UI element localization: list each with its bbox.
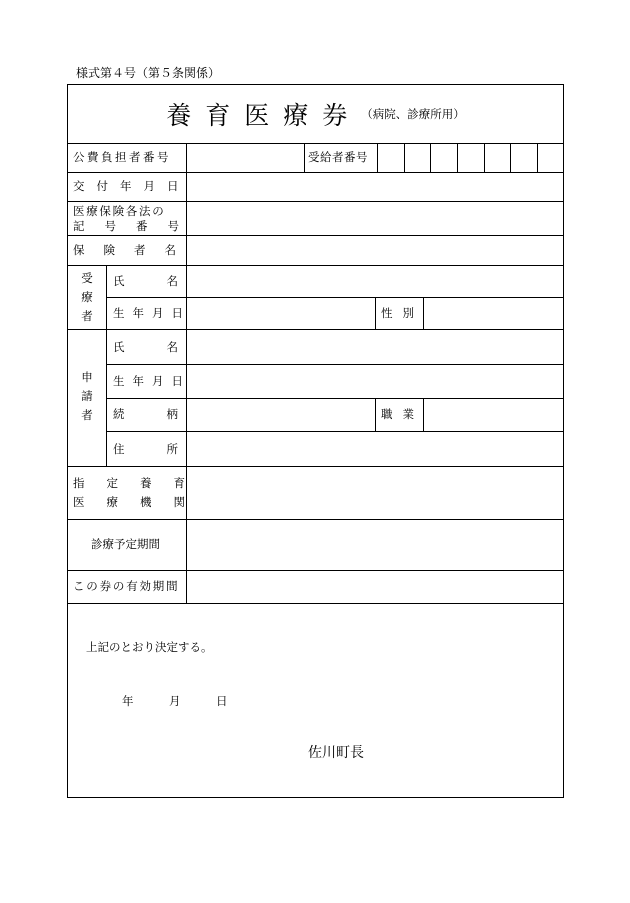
decision-statement: 上記のとおり決定する。 <box>86 640 213 654</box>
title-sub: （病院、診療所用） <box>361 107 465 121</box>
form-title <box>68 85 563 143</box>
issue-date-label: 交付年月日 <box>73 179 191 193</box>
address-label: 住所 <box>113 442 220 456</box>
insurer-name-label: 保険者名 <box>73 243 195 257</box>
mayor-signature: 佐川町長 <box>308 745 364 761</box>
designated-institution-label-line1: 指定養育 <box>73 476 207 490</box>
applicant-birthdate-label: 生年月日 <box>113 374 191 388</box>
column-divider <box>377 143 378 172</box>
row-divider <box>106 431 563 432</box>
date-month: 月 <box>169 694 181 708</box>
validity-period-label: この券の有効期間 <box>73 579 180 593</box>
patient-group-label: 受 療 者 <box>81 271 93 323</box>
digit-box-divider <box>404 143 405 172</box>
row-divider <box>68 265 563 266</box>
column-divider <box>186 143 187 603</box>
digit-box-divider <box>510 143 511 172</box>
row-divider <box>68 143 563 144</box>
public-payer-number-label: 公費負担者番号 <box>73 150 171 164</box>
row-divider <box>68 172 563 173</box>
column-divider <box>375 297 376 329</box>
designated-institution-label-line2: 医療機関 <box>73 495 207 509</box>
patient-name-label: 氏名 <box>113 274 220 288</box>
column-divider <box>375 398 376 431</box>
row-divider <box>68 519 563 520</box>
date-day: 日 <box>216 694 228 708</box>
digit-box-divider <box>484 143 485 172</box>
row-divider <box>106 364 563 365</box>
digit-box-divider <box>537 143 538 172</box>
column-divider <box>106 329 107 466</box>
patient-birthdate-label: 生年月日 <box>113 306 191 320</box>
digit-box-divider <box>430 143 431 172</box>
applicant-group-label: 申 請 者 <box>81 370 93 422</box>
row-divider <box>68 329 563 330</box>
form-number: 様式第４号（第５条関係） <box>76 66 221 80</box>
sex-label: 性別 <box>381 306 424 320</box>
row-divider <box>68 570 563 571</box>
row-divider <box>68 466 563 467</box>
date-year: 年 <box>122 694 134 708</box>
recipient-number-label: 受給者番号 <box>308 150 368 164</box>
row-divider <box>106 398 563 399</box>
applicant-name-label: 氏名 <box>113 340 220 354</box>
title-main: 養育医療券 <box>166 101 362 130</box>
insurance-law-code-label-line1: 医療保険各法の <box>73 204 166 218</box>
relationship-label: 続柄 <box>113 407 220 421</box>
row-divider <box>68 201 563 202</box>
planned-treatment-period-label: 診療予定期間 <box>91 537 160 551</box>
column-divider <box>106 265 107 329</box>
occupation-label: 職業 <box>381 407 424 421</box>
row-divider <box>106 297 563 298</box>
row-divider <box>68 235 563 236</box>
insurance-law-code-label-line2: 記号番号 <box>73 219 199 233</box>
digit-box-divider <box>457 143 458 172</box>
column-divider <box>304 143 305 172</box>
row-divider <box>68 603 563 604</box>
medical-care-voucher-form <box>67 84 564 798</box>
